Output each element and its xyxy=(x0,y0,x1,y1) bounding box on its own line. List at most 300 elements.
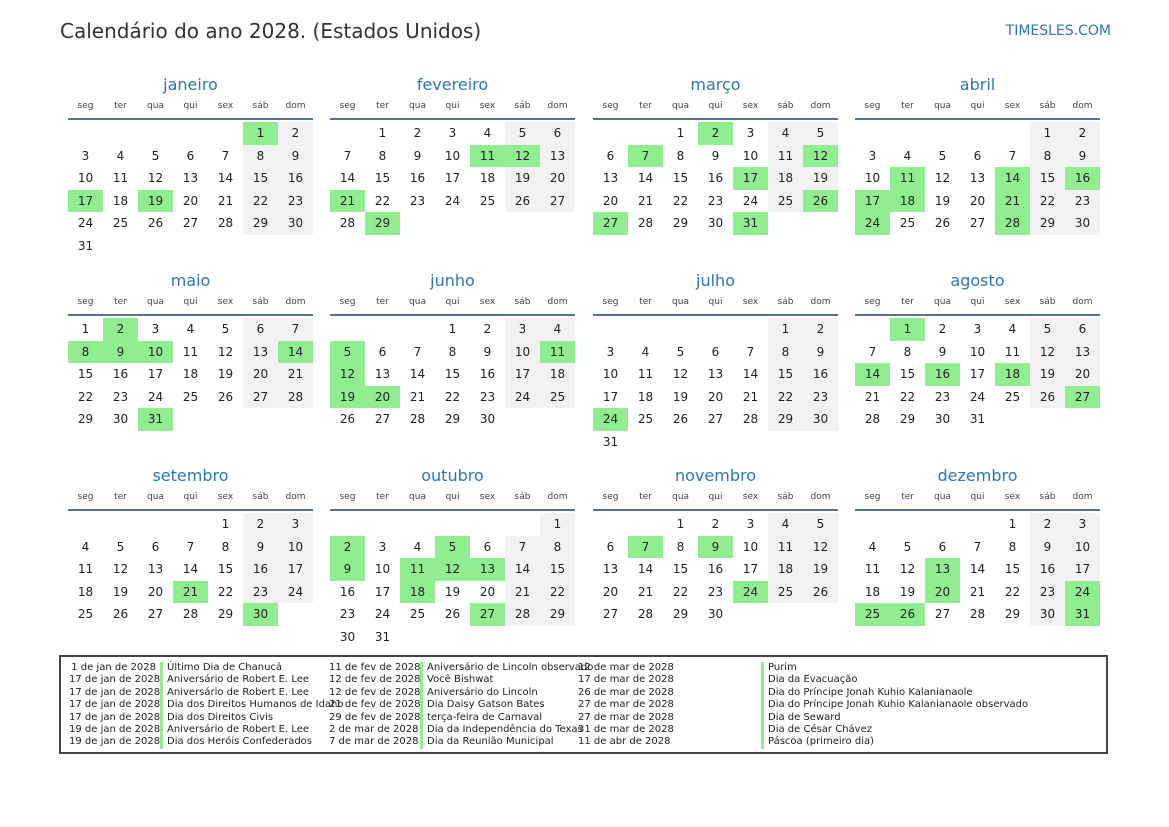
day-cell[interactable]: 21 xyxy=(969,584,986,599)
day-cell[interactable]: 1 xyxy=(378,126,387,140)
day-cell[interactable]: 13 xyxy=(707,367,724,381)
day-cell[interactable]: 26 xyxy=(147,216,164,230)
day-cell[interactable]: 13 xyxy=(969,171,986,185)
day-cell[interactable]: 29 xyxy=(768,408,803,431)
day-cell[interactable]: 3 xyxy=(746,126,755,140)
day-cell[interactable]: 26 xyxy=(672,412,689,426)
holiday-day-cell[interactable]: 7 xyxy=(628,145,663,168)
day-cell[interactable]: 17 xyxy=(742,562,759,576)
day-cell[interactable]: 18 xyxy=(182,367,199,381)
day-cell[interactable]: 28 xyxy=(182,607,199,621)
holiday-day-cell[interactable]: 14 xyxy=(855,363,890,386)
day-cell[interactable]: 7 xyxy=(186,539,195,554)
day-cell[interactable]: 4 xyxy=(186,322,195,336)
day-cell[interactable]: 8 xyxy=(1030,145,1065,168)
day-cell[interactable]: 16 xyxy=(1030,558,1065,581)
day-cell[interactable]: 27 xyxy=(707,412,724,426)
holiday-day-cell[interactable]: 2 xyxy=(698,122,733,145)
day-cell[interactable]: 2 xyxy=(711,517,720,531)
day-cell[interactable]: 28 xyxy=(637,216,654,230)
day-cell[interactable]: 25 xyxy=(768,190,803,213)
holiday-day-cell[interactable]: 9 xyxy=(330,558,365,581)
day-cell[interactable]: 23 xyxy=(1065,190,1100,213)
day-cell[interactable]: 6 xyxy=(378,344,387,359)
day-cell[interactable]: 14 xyxy=(182,562,199,576)
day-cell[interactable]: 30 xyxy=(112,412,129,426)
holiday-day-cell[interactable]: 31 xyxy=(138,408,173,431)
day-cell[interactable]: 5 xyxy=(1030,318,1065,341)
day-cell[interactable]: 20 xyxy=(147,584,164,599)
day-cell[interactable]: 13 xyxy=(182,171,199,185)
day-cell[interactable]: 19 xyxy=(112,584,129,599)
holiday-day-cell[interactable]: 27 xyxy=(1065,386,1100,409)
day-cell[interactable]: 22 xyxy=(899,389,916,404)
holiday-day-cell[interactable]: 12 xyxy=(803,145,838,168)
day-cell[interactable]: 9 xyxy=(243,536,278,559)
holiday-day-cell[interactable]: 20 xyxy=(365,386,400,409)
day-cell[interactable]: 3 xyxy=(378,539,387,554)
holiday-day-cell[interactable]: 24 xyxy=(855,212,890,235)
day-cell[interactable]: 7 xyxy=(868,344,877,359)
day-cell[interactable]: 28 xyxy=(969,607,986,621)
day-cell[interactable]: 29 xyxy=(1030,212,1065,235)
day-cell[interactable]: 15 xyxy=(672,171,689,185)
day-cell[interactable]: 27 xyxy=(540,190,575,213)
day-cell[interactable]: 24 xyxy=(505,386,540,409)
day-cell[interactable]: 4 xyxy=(81,539,90,554)
day-cell[interactable]: 22 xyxy=(672,584,689,599)
day-cell[interactable]: 12 xyxy=(147,171,164,185)
day-cell[interactable]: 2 xyxy=(413,126,422,140)
day-cell[interactable]: 21 xyxy=(637,584,654,599)
holiday-day-cell[interactable]: 19 xyxy=(330,386,365,409)
day-cell[interactable]: 7 xyxy=(413,344,422,359)
day-cell[interactable]: 30 xyxy=(707,607,724,621)
day-cell[interactable]: 6 xyxy=(606,148,615,163)
day-cell[interactable]: 18 xyxy=(768,558,803,581)
day-cell[interactable]: 19 xyxy=(934,193,951,208)
day-cell[interactable]: 6 xyxy=(1065,318,1100,341)
day-cell[interactable]: 11 xyxy=(768,536,803,559)
holiday-day-cell[interactable]: 25 xyxy=(855,603,890,626)
day-cell[interactable]: 30 xyxy=(479,412,496,426)
day-cell[interactable]: 22 xyxy=(243,190,278,213)
day-cell[interactable]: 6 xyxy=(186,148,195,163)
day-cell[interactable]: 18 xyxy=(768,167,803,190)
holiday-day-cell[interactable]: 20 xyxy=(925,581,960,604)
day-cell[interactable]: 10 xyxy=(969,344,986,359)
day-cell[interactable]: 28 xyxy=(637,607,654,621)
day-cell[interactable]: 28 xyxy=(217,216,234,230)
day-cell[interactable]: 20 xyxy=(540,167,575,190)
day-cell[interactable]: 16 xyxy=(339,584,356,599)
day-cell[interactable]: 10 xyxy=(374,562,391,576)
day-cell[interactable]: 24 xyxy=(147,389,164,404)
day-cell[interactable]: 21 xyxy=(217,193,234,208)
holiday-day-cell[interactable]: 27 xyxy=(593,212,628,235)
day-cell[interactable]: 3 xyxy=(746,517,755,531)
day-cell[interactable]: 20 xyxy=(602,584,619,599)
day-cell[interactable]: 7 xyxy=(746,344,755,359)
day-cell[interactable]: 16 xyxy=(803,363,838,386)
day-cell[interactable]: 14 xyxy=(505,558,540,581)
day-cell[interactable]: 23 xyxy=(339,607,356,621)
day-cell[interactable]: 8 xyxy=(448,344,457,359)
day-cell[interactable]: 14 xyxy=(339,171,356,185)
day-cell[interactable]: 3 xyxy=(1065,513,1100,536)
day-cell[interactable]: 20 xyxy=(602,193,619,208)
day-cell[interactable]: 17 xyxy=(278,558,313,581)
holiday-day-cell[interactable]: 14 xyxy=(995,167,1030,190)
day-cell[interactable]: 8 xyxy=(676,539,685,554)
day-cell[interactable]: 25 xyxy=(768,581,803,604)
day-cell[interactable]: 7 xyxy=(343,148,352,163)
day-cell[interactable]: 29 xyxy=(899,412,916,426)
day-cell[interactable]: 28 xyxy=(864,412,881,426)
day-cell[interactable]: 29 xyxy=(540,603,575,626)
holiday-day-cell[interactable]: 1 xyxy=(890,318,925,341)
holiday-day-cell[interactable]: 2 xyxy=(330,536,365,559)
day-cell[interactable]: 27 xyxy=(969,216,986,230)
day-cell[interactable]: 7 xyxy=(221,148,230,163)
day-cell[interactable]: 5 xyxy=(903,539,912,554)
day-cell[interactable]: 31 xyxy=(602,434,619,449)
day-cell[interactable]: 31 xyxy=(374,629,391,644)
day-cell[interactable]: 27 xyxy=(934,607,951,621)
holiday-day-cell[interactable]: 24 xyxy=(1065,581,1100,604)
day-cell[interactable]: 26 xyxy=(339,412,356,426)
holiday-day-cell[interactable]: 18 xyxy=(400,581,435,604)
day-cell[interactable]: 6 xyxy=(711,344,720,359)
holiday-day-cell[interactable]: 8 xyxy=(68,341,103,364)
day-cell[interactable]: 4 xyxy=(641,344,650,359)
day-cell[interactable]: 15 xyxy=(899,367,916,381)
day-cell[interactable]: 1 xyxy=(540,513,575,536)
day-cell[interactable]: 22 xyxy=(374,193,391,208)
day-cell[interactable]: 30 xyxy=(278,212,313,235)
day-cell[interactable]: 27 xyxy=(243,386,278,409)
day-cell[interactable]: 17 xyxy=(1065,558,1100,581)
day-cell[interactable]: 19 xyxy=(672,389,689,404)
day-cell[interactable]: 5 xyxy=(151,148,160,163)
day-cell[interactable]: 29 xyxy=(444,412,461,426)
day-cell[interactable]: 1 xyxy=(676,517,685,531)
day-cell[interactable]: 9 xyxy=(1065,145,1100,168)
holiday-day-cell[interactable]: 12 xyxy=(505,145,540,168)
holiday-day-cell[interactable]: 24 xyxy=(733,581,768,604)
day-cell[interactable]: 1 xyxy=(1008,517,1017,531)
day-cell[interactable]: 23 xyxy=(112,389,129,404)
day-cell[interactable]: 11 xyxy=(768,145,803,168)
day-cell[interactable]: 18 xyxy=(479,171,496,185)
holiday-day-cell[interactable]: 9 xyxy=(698,536,733,559)
day-cell[interactable]: 26 xyxy=(803,581,838,604)
day-cell[interactable]: 9 xyxy=(413,148,422,163)
day-cell[interactable]: 6 xyxy=(938,539,947,554)
day-cell[interactable]: 12 xyxy=(217,344,234,359)
day-cell[interactable]: 15 xyxy=(217,562,234,576)
day-cell[interactable]: 17 xyxy=(505,363,540,386)
day-cell[interactable]: 13 xyxy=(1065,341,1100,364)
day-cell[interactable]: 29 xyxy=(217,607,234,621)
day-cell[interactable]: 7 xyxy=(278,318,313,341)
day-cell[interactable]: 20 xyxy=(182,193,199,208)
holiday-day-cell[interactable]: 18 xyxy=(995,363,1030,386)
day-cell[interactable]: 15 xyxy=(672,562,689,576)
day-cell[interactable]: 1 xyxy=(221,517,230,531)
day-cell[interactable]: 15 xyxy=(374,171,391,185)
day-cell[interactable]: 5 xyxy=(221,322,230,336)
day-cell[interactable]: 23 xyxy=(707,193,724,208)
day-cell[interactable]: 5 xyxy=(676,344,685,359)
day-cell[interactable]: 25 xyxy=(182,389,199,404)
day-cell[interactable]: 4 xyxy=(540,318,575,341)
day-cell[interactable]: 21 xyxy=(505,581,540,604)
day-cell[interactable]: 12 xyxy=(899,562,916,576)
day-cell[interactable]: 27 xyxy=(374,412,391,426)
day-cell[interactable]: 15 xyxy=(1030,167,1065,190)
holiday-day-cell[interactable]: 12 xyxy=(435,558,470,581)
day-cell[interactable]: 27 xyxy=(147,607,164,621)
day-cell[interactable]: 20 xyxy=(1065,363,1100,386)
holiday-day-cell[interactable]: 13 xyxy=(925,558,960,581)
day-cell[interactable]: 10 xyxy=(602,367,619,381)
day-cell[interactable]: 15 xyxy=(77,367,94,381)
day-cell[interactable]: 22 xyxy=(444,389,461,404)
day-cell[interactable]: 18 xyxy=(637,389,654,404)
day-cell[interactable]: 22 xyxy=(540,581,575,604)
day-cell[interactable]: 28 xyxy=(409,412,426,426)
day-cell[interactable]: 11 xyxy=(637,367,654,381)
day-cell[interactable]: 29 xyxy=(672,607,689,621)
day-cell[interactable]: 22 xyxy=(77,389,94,404)
day-cell[interactable]: 28 xyxy=(505,603,540,626)
holiday-day-cell[interactable]: 14 xyxy=(278,341,313,364)
day-cell[interactable]: 5 xyxy=(803,513,838,536)
day-cell[interactable]: 31 xyxy=(77,238,94,253)
day-cell[interactable]: 2 xyxy=(803,318,838,341)
day-cell[interactable]: 3 xyxy=(973,322,982,336)
day-cell[interactable]: 14 xyxy=(217,171,234,185)
day-cell[interactable]: 3 xyxy=(868,148,877,163)
day-cell[interactable]: 11 xyxy=(182,344,199,359)
holiday-day-cell[interactable]: 28 xyxy=(995,212,1030,235)
day-cell[interactable]: 23 xyxy=(707,584,724,599)
holiday-day-cell[interactable]: 18 xyxy=(890,190,925,213)
day-cell[interactable]: 24 xyxy=(77,216,94,230)
day-cell[interactable]: 29 xyxy=(77,412,94,426)
day-cell[interactable]: 10 xyxy=(278,536,313,559)
day-cell[interactable]: 4 xyxy=(483,126,492,140)
holiday-day-cell[interactable]: 9 xyxy=(103,341,138,364)
day-cell[interactable]: 15 xyxy=(1004,562,1021,576)
holiday-day-cell[interactable]: 21 xyxy=(173,581,208,604)
holiday-day-cell[interactable]: 21 xyxy=(330,190,365,213)
day-cell[interactable]: 30 xyxy=(707,216,724,230)
day-cell[interactable]: 18 xyxy=(864,584,881,599)
day-cell[interactable]: 27 xyxy=(182,216,199,230)
day-cell[interactable]: 16 xyxy=(707,171,724,185)
day-cell[interactable]: 8 xyxy=(378,148,387,163)
day-cell[interactable]: 23 xyxy=(278,190,313,213)
holiday-day-cell[interactable]: 10 xyxy=(138,341,173,364)
day-cell[interactable]: 24 xyxy=(278,581,313,604)
day-cell[interactable]: 2 xyxy=(278,122,313,145)
day-cell[interactable]: 5 xyxy=(505,122,540,145)
holiday-day-cell[interactable]: 12 xyxy=(330,363,365,386)
day-cell[interactable]: 19 xyxy=(899,584,916,599)
day-cell[interactable]: 30 xyxy=(1065,212,1100,235)
day-cell[interactable]: 2 xyxy=(483,322,492,336)
holiday-day-cell[interactable]: 11 xyxy=(470,145,505,168)
day-cell[interactable]: 11 xyxy=(1004,344,1021,359)
day-cell[interactable]: 16 xyxy=(409,171,426,185)
day-cell[interactable]: 10 xyxy=(742,539,759,554)
day-cell[interactable]: 25 xyxy=(77,607,94,621)
day-cell[interactable]: 14 xyxy=(409,367,426,381)
day-cell[interactable]: 1 xyxy=(676,126,685,140)
day-cell[interactable]: 9 xyxy=(803,341,838,364)
day-cell[interactable]: 10 xyxy=(77,171,94,185)
holiday-day-cell[interactable]: 27 xyxy=(470,603,505,626)
day-cell[interactable]: 26 xyxy=(505,190,540,213)
day-cell[interactable]: 29 xyxy=(1004,607,1021,621)
day-cell[interactable]: 16 xyxy=(112,367,129,381)
day-cell[interactable]: 3 xyxy=(505,318,540,341)
day-cell[interactable]: 30 xyxy=(1030,603,1065,626)
holiday-day-cell[interactable]: 29 xyxy=(365,212,400,235)
day-cell[interactable]: 17 xyxy=(602,389,619,404)
day-cell[interactable]: 6 xyxy=(151,539,160,554)
day-cell[interactable]: 25 xyxy=(637,412,654,426)
day-cell[interactable]: 16 xyxy=(707,562,724,576)
day-cell[interactable]: 3 xyxy=(278,513,313,536)
day-cell[interactable]: 25 xyxy=(409,607,426,621)
day-cell[interactable]: 26 xyxy=(934,216,951,230)
day-cell[interactable]: 13 xyxy=(602,171,619,185)
day-cell[interactable]: 1 xyxy=(81,322,90,336)
day-cell[interactable]: 13 xyxy=(374,367,391,381)
day-cell[interactable]: 14 xyxy=(969,562,986,576)
day-cell[interactable]: 1 xyxy=(1030,122,1065,145)
day-cell[interactable]: 26 xyxy=(217,389,234,404)
day-cell[interactable]: 15 xyxy=(540,558,575,581)
day-cell[interactable]: 26 xyxy=(1030,386,1065,409)
day-cell[interactable]: 26 xyxy=(444,607,461,621)
holiday-day-cell[interactable]: 16 xyxy=(1065,167,1100,190)
day-cell[interactable]: 16 xyxy=(243,558,278,581)
day-cell[interactable]: 8 xyxy=(903,344,912,359)
day-cell[interactable]: 13 xyxy=(147,562,164,576)
holiday-day-cell[interactable]: 13 xyxy=(470,558,505,581)
day-cell[interactable]: 9 xyxy=(938,344,947,359)
day-cell[interactable]: 15 xyxy=(444,367,461,381)
day-cell[interactable]: 12 xyxy=(672,367,689,381)
day-cell[interactable]: 4 xyxy=(116,148,125,163)
day-cell[interactable]: 19 xyxy=(1030,363,1065,386)
holiday-day-cell[interactable]: 16 xyxy=(925,363,960,386)
holiday-day-cell[interactable]: 11 xyxy=(400,558,435,581)
day-cell[interactable]: 19 xyxy=(217,367,234,381)
day-cell[interactable]: 7 xyxy=(973,539,982,554)
day-cell[interactable]: 10 xyxy=(742,148,759,163)
day-cell[interactable]: 21 xyxy=(409,389,426,404)
day-cell[interactable]: 23 xyxy=(409,193,426,208)
day-cell[interactable]: 7 xyxy=(1008,148,1017,163)
holiday-day-cell[interactable]: 17 xyxy=(855,190,890,213)
day-cell[interactable]: 10 xyxy=(444,148,461,163)
day-cell[interactable]: 25 xyxy=(899,216,916,230)
day-cell[interactable]: 21 xyxy=(742,389,759,404)
holiday-day-cell[interactable]: 5 xyxy=(330,341,365,364)
day-cell[interactable]: 8 xyxy=(243,145,278,168)
day-cell[interactable]: 8 xyxy=(768,341,803,364)
day-cell[interactable]: 5 xyxy=(116,539,125,554)
site-link[interactable]: TIMESLES.COM xyxy=(1005,23,1111,39)
day-cell[interactable]: 17 xyxy=(444,171,461,185)
day-cell[interactable]: 17 xyxy=(969,367,986,381)
day-cell[interactable]: 24 xyxy=(969,389,986,404)
day-cell[interactable]: 4 xyxy=(413,539,422,554)
day-cell[interactable]: 29 xyxy=(672,216,689,230)
day-cell[interactable]: 18 xyxy=(112,193,129,208)
day-cell[interactable]: 7 xyxy=(505,536,540,559)
holiday-day-cell[interactable]: 31 xyxy=(1065,603,1100,626)
day-cell[interactable]: 25 xyxy=(540,386,575,409)
day-cell[interactable]: 20 xyxy=(479,584,496,599)
day-cell[interactable]: 18 xyxy=(77,584,94,599)
day-cell[interactable]: 2 xyxy=(1065,122,1100,145)
day-cell[interactable]: 23 xyxy=(934,389,951,404)
day-cell[interactable]: 30 xyxy=(934,412,951,426)
day-cell[interactable]: 28 xyxy=(278,386,313,409)
day-cell[interactable]: 1 xyxy=(448,322,457,336)
day-cell[interactable]: 17 xyxy=(374,584,391,599)
day-cell[interactable]: 28 xyxy=(742,412,759,426)
day-cell[interactable]: 2 xyxy=(1030,513,1065,536)
day-cell[interactable]: 23 xyxy=(803,386,838,409)
day-cell[interactable]: 3 xyxy=(448,126,457,140)
day-cell[interactable]: 15 xyxy=(768,363,803,386)
day-cell[interactable]: 12 xyxy=(112,562,129,576)
day-cell[interactable]: 16 xyxy=(479,367,496,381)
holiday-day-cell[interactable]: 21 xyxy=(995,190,1030,213)
day-cell[interactable]: 8 xyxy=(540,536,575,559)
day-cell[interactable]: 21 xyxy=(278,363,313,386)
holiday-day-cell[interactable]: 2 xyxy=(103,318,138,341)
day-cell[interactable]: 6 xyxy=(243,318,278,341)
day-cell[interactable]: 10 xyxy=(1065,536,1100,559)
holiday-day-cell[interactable]: 7 xyxy=(628,536,663,559)
holiday-day-cell[interactable]: 26 xyxy=(890,603,925,626)
day-cell[interactable]: 9 xyxy=(1030,536,1065,559)
holiday-day-cell[interactable]: 5 xyxy=(435,536,470,559)
day-cell[interactable]: 9 xyxy=(278,145,313,168)
day-cell[interactable]: 13 xyxy=(602,562,619,576)
day-cell[interactable]: 20 xyxy=(243,363,278,386)
day-cell[interactable]: 14 xyxy=(637,562,654,576)
day-cell[interactable]: 6 xyxy=(540,122,575,145)
day-cell[interactable]: 4 xyxy=(768,513,803,536)
day-cell[interactable]: 26 xyxy=(112,607,129,621)
day-cell[interactable]: 11 xyxy=(864,562,881,576)
holiday-day-cell[interactable]: 11 xyxy=(890,167,925,190)
day-cell[interactable]: 23 xyxy=(243,581,278,604)
day-cell[interactable]: 8 xyxy=(1008,539,1017,554)
day-cell[interactable]: 21 xyxy=(864,389,881,404)
day-cell[interactable]: 23 xyxy=(479,389,496,404)
day-cell[interactable]: 5 xyxy=(938,148,947,163)
